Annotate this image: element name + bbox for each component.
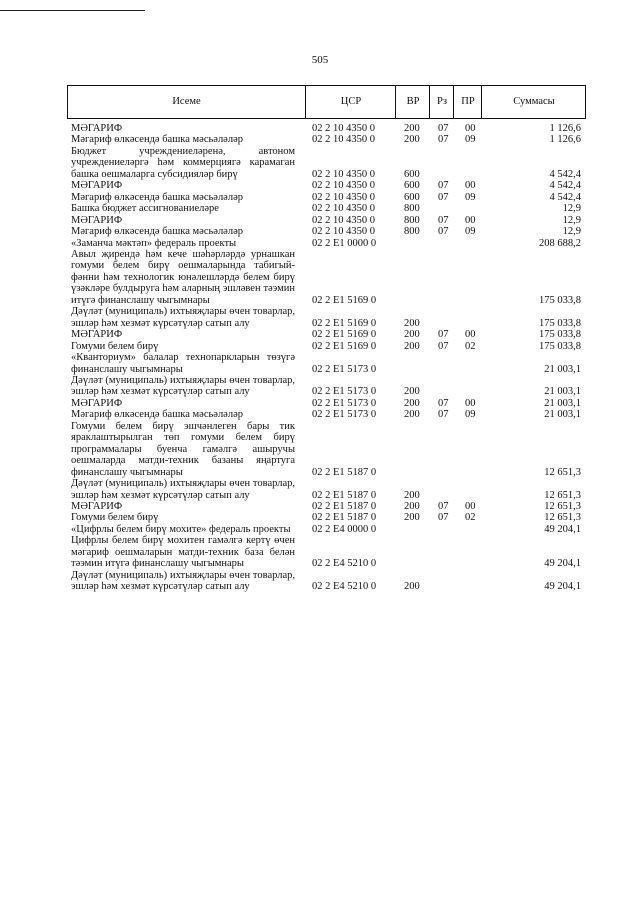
row-name: «Кванториум» балалар технопаркларын төзүгә финанслашу чыгымнары	[71, 352, 295, 375]
row-csr: 02 2 E4 0000 0	[312, 523, 377, 535]
row-name: МӘГАРИФ	[71, 123, 123, 134]
table-row	[71, 215, 586, 226]
row-csr: 02 2 10 4350 0	[312, 134, 375, 146]
table-row	[71, 512, 586, 523]
row-rz: 07	[438, 512, 449, 524]
row-sum: 49 204,1	[544, 581, 581, 593]
table-row	[71, 134, 586, 145]
row-sum: 12,9	[562, 214, 581, 226]
row-rz: 07	[438, 409, 449, 421]
row-csr: 02 2 E1 5173 0	[312, 363, 377, 375]
row-csr: 02 2 10 4350 0	[312, 203, 375, 215]
row-name: Гомуми белем бирү эшчәнлеген бары тик яраклаштырылган төп гомуми белем бирү программалары буенча гамәлгә ашыручы оешмаларда матди-техник базаны яңартуга финанслашу чыгымнары	[71, 420, 295, 478]
row-rz: 07	[438, 191, 449, 203]
row-pr: 09	[465, 191, 476, 203]
row-sum: 175 033,8	[539, 340, 581, 352]
row-rz: 07	[438, 329, 449, 341]
row-csr: 02 2 E1 0000 0	[312, 237, 377, 249]
row-pr: 00	[465, 329, 476, 341]
row-name: Цифрлы белем бирү мохитен гамәлгә кертү өчен мәгариф оешмаларын матди-техник база белән тәэмин итүгә финанслашу чыгымнары	[71, 535, 295, 570]
row-csr: 02 2 E4 5210 0	[312, 581, 377, 593]
table-row	[71, 375, 586, 398]
table-row	[71, 306, 586, 329]
row-csr: 02 2 E1 5187 0	[312, 500, 377, 512]
row-rz: 07	[438, 134, 449, 146]
header-sum: Суммасы	[481, 86, 586, 118]
row-csr: 02 2 E1 5187 0	[312, 512, 377, 524]
row-rz: 07	[438, 180, 449, 192]
row-vr: 200	[404, 500, 420, 512]
row-csr: 02 2 E1 5169 0	[312, 294, 377, 306]
table-row	[71, 341, 586, 352]
row-vr: 200	[404, 512, 420, 524]
row-csr: 02 2 10 4350 0	[312, 123, 375, 134]
row-csr: 02 2 E1 5173 0	[312, 386, 377, 398]
row-name: Дәүләт (муниципаль) ихтыяҗлары өчен товарлар, эшләр һәм хезмәт күрсәтүләр сатып алу	[71, 569, 295, 593]
top-rule	[0, 10, 145, 11]
page-number: 505	[311, 54, 329, 66]
table-row	[71, 180, 586, 191]
row-sum: 4 542,4	[549, 180, 581, 192]
table-row	[71, 409, 586, 420]
row-sum: 208 688,2	[539, 237, 581, 249]
table-row	[71, 203, 586, 214]
row-name: Дәүләт (муниципаль) ихтыяҗлары өчен товарлар, эшләр һәм хезмәт күрсәтүләр сатып алу	[71, 306, 295, 329]
row-sum: 12 651,3	[544, 489, 581, 501]
row-vr: 200	[404, 581, 420, 593]
row-pr: 00	[465, 180, 476, 192]
row-vr: 800	[404, 203, 420, 215]
row-pr: 09	[465, 226, 476, 238]
row-vr: 800	[404, 214, 420, 226]
row-vr: 600	[404, 191, 420, 203]
row-name: «Заманча мәктәп» федераль проекты	[71, 237, 237, 249]
table-row	[71, 535, 586, 569]
table-row	[71, 249, 586, 306]
row-rz: 07	[438, 123, 449, 134]
row-csr: 02 2 E1 5169 0	[312, 317, 377, 329]
row-csr: 02 2 10 4350 0	[312, 168, 375, 180]
row-csr: 02 2 10 4350 0	[312, 214, 375, 226]
row-sum: 12 651,3	[544, 466, 581, 478]
row-csr: 02 2 E1 5169 0	[312, 340, 377, 352]
row-csr: 02 2 E1 5173 0	[312, 397, 377, 409]
row-vr: 200	[404, 317, 420, 329]
row-name: МӘГАРИФ	[71, 397, 123, 409]
row-name: Башка бюджет ассигнованиеләре	[71, 203, 219, 215]
row-vr: 200	[404, 123, 420, 134]
row-rz: 07	[438, 226, 449, 238]
row-sum: 175 033,8	[539, 317, 581, 329]
row-vr: 200	[404, 409, 420, 421]
row-rz: 07	[438, 214, 449, 226]
header-vr: ВР	[395, 86, 430, 118]
row-pr: 09	[465, 409, 476, 421]
row-name: Бюджет учреждениеләренә, автоном учреждениеләргә һәм коммерциягә карамаган башка оешмаларга субсидияләр бирү	[71, 145, 295, 180]
row-name: «Цифрлы белем бирү мохите» федераль проекты	[71, 523, 291, 535]
table-row	[71, 352, 586, 375]
row-vr: 200	[404, 397, 420, 409]
table-row	[71, 421, 586, 478]
table-row	[71, 570, 586, 593]
row-name: Мәгариф өлкәсендә башка мәсьәләләр	[71, 191, 243, 203]
table-row	[71, 478, 586, 501]
row-rz: 07	[438, 500, 449, 512]
row-sum: 49 204,1	[544, 523, 581, 535]
row-sum: 4 542,4	[549, 191, 581, 203]
row-vr: 200	[404, 489, 420, 501]
header-name: Исеме	[172, 96, 201, 107]
row-sum: 21 003,1	[544, 409, 581, 421]
table-header	[67, 85, 586, 119]
row-sum: 21 003,1	[544, 386, 581, 398]
table-row	[71, 524, 586, 535]
row-pr: 00	[465, 500, 476, 512]
row-vr: 800	[404, 226, 420, 238]
row-name: МӘГАРИФ	[71, 180, 123, 192]
table-row	[71, 146, 586, 180]
row-csr: 02 2 10 4350 0	[312, 226, 375, 238]
table-row	[71, 501, 586, 512]
row-sum: 21 003,1	[544, 363, 581, 375]
row-vr: 200	[404, 386, 420, 398]
row-name: МӘГАРИФ	[71, 329, 123, 341]
row-name: Дәүләт (муниципаль) ихтыяҗлары өчен товарлар, эшләр һәм хезмәт күрсәтүләр сатып алу	[71, 374, 295, 398]
row-name: Мәгариф өлкәсендә башка мәсьәләләр	[71, 226, 243, 238]
row-sum: 1 126,6	[549, 123, 581, 134]
row-sum: 12,9	[562, 226, 581, 238]
row-sum: 12,9	[562, 203, 581, 215]
row-sum: 21 003,1	[544, 397, 581, 409]
row-rz: 07	[438, 340, 449, 352]
table-row	[71, 238, 586, 249]
row-sum: 4 542,4	[549, 168, 581, 180]
row-sum: 12 651,3	[544, 512, 581, 524]
row-vr: 600	[404, 168, 420, 180]
row-pr: 02	[465, 340, 476, 352]
row-csr: 02 2 E1 5187 0	[312, 466, 377, 478]
row-name: Авыл җирендә һәм кече шәһәрләрдә урнашкан гомуми белем бирү оешмаларында табигый-фәнни һәм технологик юнәлешләрдә белем бирү үзәкләре булдыруга һәм аларның эшләвен тәэмин итүгә финанслашу чыгымнары	[71, 248, 295, 306]
row-sum: 49 204,1	[544, 558, 581, 570]
table-row	[71, 329, 586, 340]
row-pr: 00	[465, 214, 476, 226]
row-csr: 02 2 10 4350 0	[312, 180, 375, 192]
row-sum: 175 033,8	[539, 329, 581, 341]
row-name: Дәүләт (муниципаль) ихтыяҗлары өчен товарлар, эшләр һәм хезмәт күрсәтүләр сатып алу	[71, 478, 295, 501]
row-vr: 200	[404, 340, 420, 352]
row-csr: 02 2 E4 5210 0	[312, 558, 377, 570]
row-name: Гомуми белем бирү	[71, 340, 159, 352]
table-row	[71, 226, 586, 237]
row-pr: 02	[465, 512, 476, 524]
table-row	[71, 123, 586, 134]
row-sum: 12 651,3	[544, 500, 581, 512]
row-name: МӘГАРИФ	[71, 500, 123, 512]
header-rz: Рз	[429, 86, 454, 118]
row-name: Гомуми белем бирү	[71, 512, 159, 524]
row-vr: 200	[404, 329, 420, 341]
header-csr: ЦСР	[305, 86, 396, 118]
row-rz: 07	[438, 397, 449, 409]
row-name: МӘГАРИФ	[71, 214, 123, 226]
table-row	[71, 398, 586, 409]
row-sum: 1 126,6	[549, 134, 581, 146]
table-body	[71, 123, 586, 593]
row-csr: 02 2 E1 5187 0	[312, 489, 377, 501]
row-csr: 02 2 10 4350 0	[312, 191, 375, 203]
row-pr: 00	[465, 397, 476, 409]
row-sum: 175 033,8	[539, 294, 581, 306]
row-name: Мәгариф өлкәсендә башка мәсьәләләр	[71, 409, 243, 421]
row-pr: 00	[465, 123, 476, 134]
table-row	[71, 192, 586, 203]
row-vr: 600	[404, 180, 420, 192]
row-pr: 09	[465, 134, 476, 146]
header-pr: ПР	[453, 86, 482, 118]
row-vr: 200	[404, 134, 420, 146]
row-name: Мәгариф өлкәсендә башка мәсьәләләр	[71, 134, 243, 146]
row-csr: 02 2 E1 5169 0	[312, 329, 377, 341]
row-csr: 02 2 E1 5173 0	[312, 409, 377, 421]
